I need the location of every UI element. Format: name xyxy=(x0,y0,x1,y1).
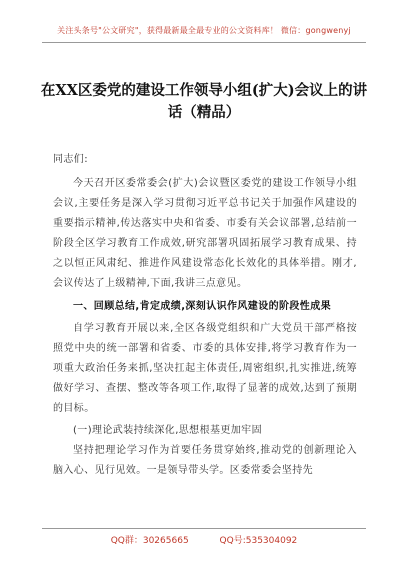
footer-qq-number: QQ号:535304092 xyxy=(219,536,298,546)
document-title: 在XX区委党的建设工作领导小组(扩大)会议上的讲话（精品） xyxy=(40,82,368,121)
footer xyxy=(0,533,408,546)
header-promo-text: 关注头条号"公文研究"，获得最新最全最专业的公文资料库！ 微信：gongwenyj xyxy=(57,26,351,35)
document-body xyxy=(53,150,357,481)
section-heading: 一、回顾总结,肯定成绩,深刻认识作风建设的阶段性成果 xyxy=(73,301,331,312)
footer-divider xyxy=(42,528,366,529)
header-divider xyxy=(42,42,366,43)
footer-qq-group: QQ群：30265665 xyxy=(110,536,189,546)
paragraph-intro: 今天召开区委常委会(扩大)会议暨区委党的建设工作领导小组会议,主要任务是深入学习贯彻习近平总书记关于加强作风建设的重要指示精神,传达落实中央和省委、市委有关会议部署,总结前一阶段全区学习教育工作成效,研究部署巩固拓展学习教育成果、持之以恒正风肃纪、推进作风建设常态化长效化的具体举措。刚才,会议传达了上级精神,下面,我讲三点意见。 xyxy=(53,178,357,289)
paragraph-summary: 自学习教育开展以来,全区各级党组织和广大党员干部严格按照党中央的统一部署和省委、市委的具体安排,将学习教育作为一项重大政治任务来抓,坚决扛起主体责任,周密组织,扎实推进,统筹做好学习、查摆、整改等各项工作,取得了显著的成效,达到了预期的目标。 xyxy=(53,323,357,414)
salutation: 同志们: xyxy=(53,154,88,165)
sub-heading: (一)理论武装持续深化,思想根基更加牢固 xyxy=(73,425,262,436)
paragraph-theory: 坚持把理论学习作为首要任务贯穿始终,推动党的创新理论入脑入心、见行见效。一是领导带头学。区委常委会坚持先 xyxy=(53,445,357,476)
